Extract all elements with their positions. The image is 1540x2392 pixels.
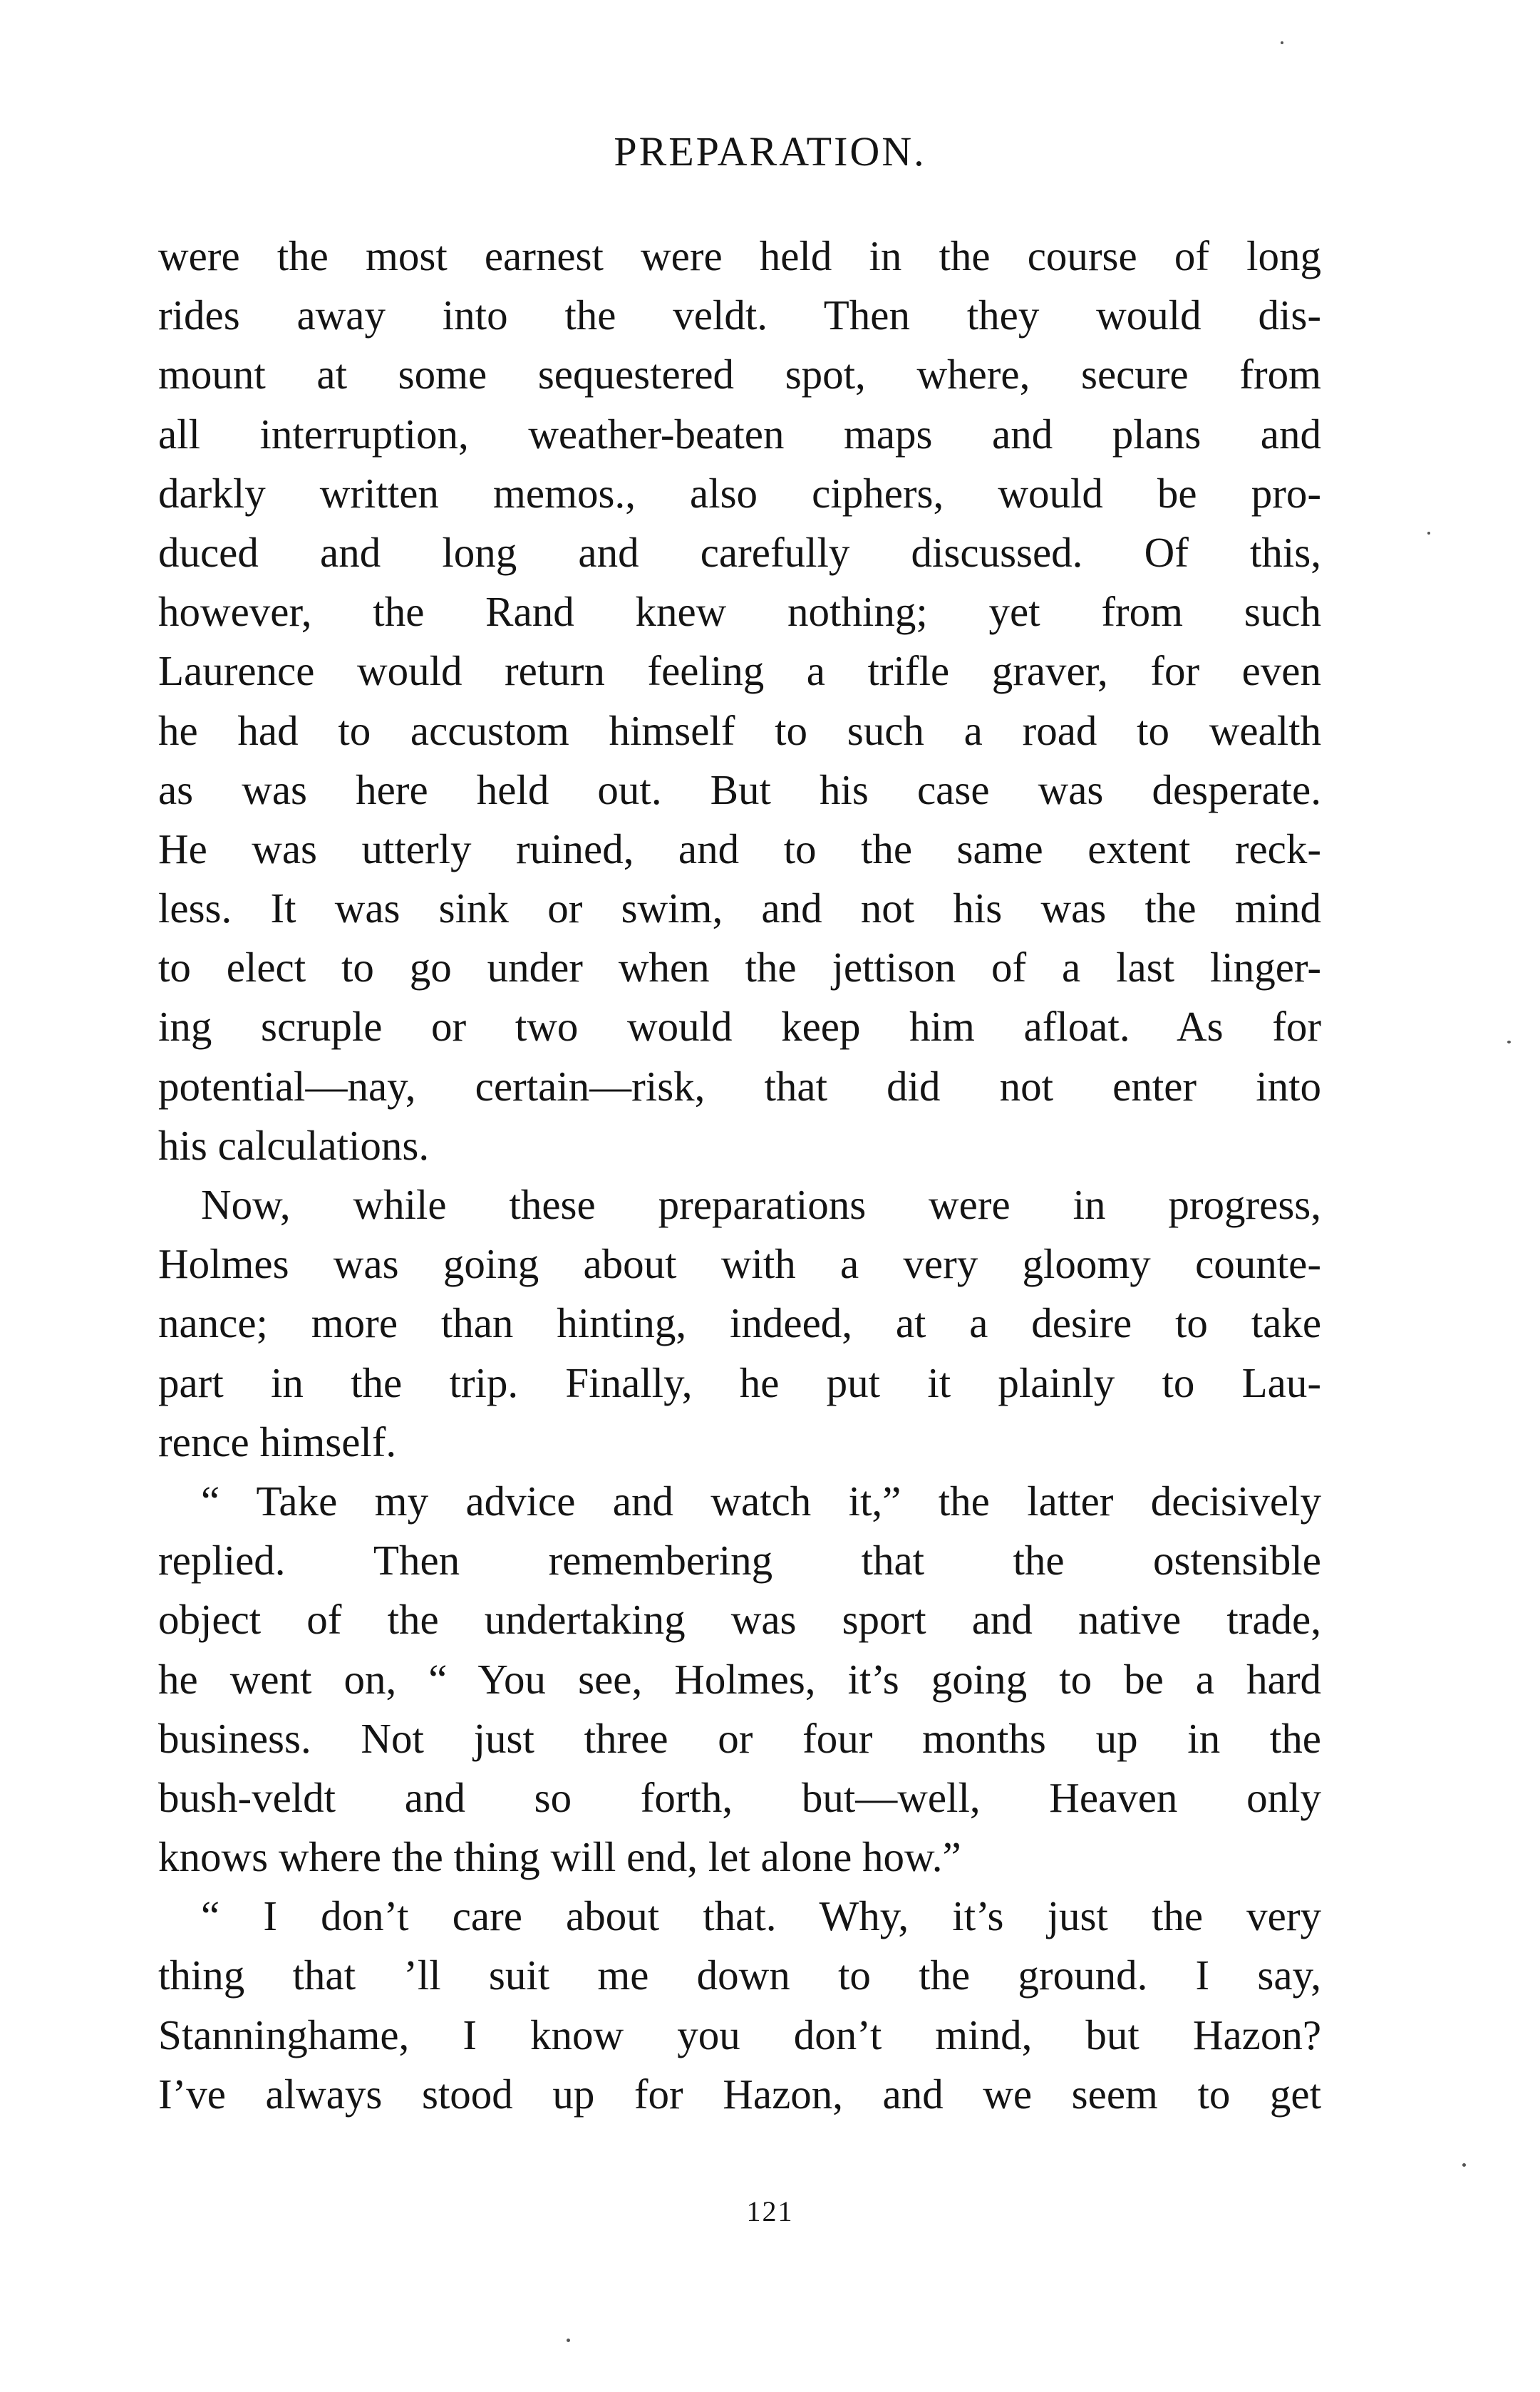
text-line: ing scruple or two would keep him afloat. As for: [158, 1003, 1321, 1051]
text-line: he went on, “ You see, Holmes, it’s going to be a hard: [158, 1655, 1321, 1703]
text-line: “ Take my advice and watch it,” the latter decisively: [201, 1477, 1321, 1525]
running-title: PREPARATION.: [614, 128, 926, 175]
text-line: rence himself.: [158, 1418, 397, 1465]
text-line: as was here held out. But his case was desperate.: [158, 765, 1321, 813]
text-line: Stanninghame, I know you don’t mind, but Hazon?: [158, 2011, 1321, 2058]
text-line: however, the Rand knew nothing; yet from such: [158, 588, 1321, 636]
scan-speck: [1462, 2163, 1466, 2167]
text-line: replied. Then remembering that the ostensible: [158, 1537, 1321, 1584]
text-line: less. It was sink or swim, and not his was the mind: [158, 885, 1321, 932]
text-line: nance; more than hinting, indeed, at a desire to take: [158, 1299, 1321, 1347]
text-line: Laurence would return feeling a trifle graver, for even: [158, 647, 1321, 695]
text-line: darkly written memos., also ciphers, would be pro-: [158, 469, 1321, 517]
text-line: his calculations.: [158, 1121, 430, 1169]
page-number: 121: [746, 2195, 794, 2227]
text-line: bush-veldt and so forth, but—well, Heaven only: [158, 1773, 1321, 1821]
text-line: duced and long and carefully discussed. Of this,: [158, 528, 1321, 576]
body-text: [158, 227, 1321, 2124]
text-line: Holmes was going about with a very gloomy counte-: [158, 1240, 1321, 1288]
scan-speck: [1427, 532, 1430, 535]
scan-speck: [1281, 41, 1283, 44]
text-line: object of the undertaking was sport and native trade,: [158, 1596, 1321, 1644]
text-line: Now, while these preparations were in progress,: [201, 1181, 1321, 1228]
text-line: mount at some sequestered spot, where, secure from: [158, 351, 1321, 398]
text-line: “ I don’t care about that. Why, it’s just the very: [201, 1892, 1321, 1940]
text-line: potential—nay, certain—risk, that did not enter into: [158, 1062, 1321, 1110]
text-line: knows where the thing will end, let alone how.”: [158, 1833, 961, 1881]
text-line: thing that ’ll suit me down to the ground. I say,: [158, 1952, 1321, 1999]
text-line: business. Not just three or four months up in the: [158, 1714, 1321, 1762]
scan-speck: [1507, 1041, 1511, 1043]
text-line: all interruption, weather-beaten maps and plans and: [158, 410, 1321, 458]
text-line: to elect to go under when the jettison of a last linger-: [158, 944, 1321, 991]
text-line: part in the trip. Finally, he put it plainly to Lau-: [158, 1359, 1321, 1406]
scan-speck: [567, 2339, 570, 2342]
text-line: rides away into the veldt. Then they would dis-: [158, 292, 1321, 339]
text-line: he had to accustom himself to such a road to wealth: [158, 706, 1321, 754]
text-line: I’ve always stood up for Hazon, and we seem to get: [158, 2070, 1321, 2118]
text-line: were the most earnest were held in the course of long: [158, 232, 1321, 279]
text-line: He was utterly ruined, and to the same extent reck-: [158, 825, 1321, 872]
